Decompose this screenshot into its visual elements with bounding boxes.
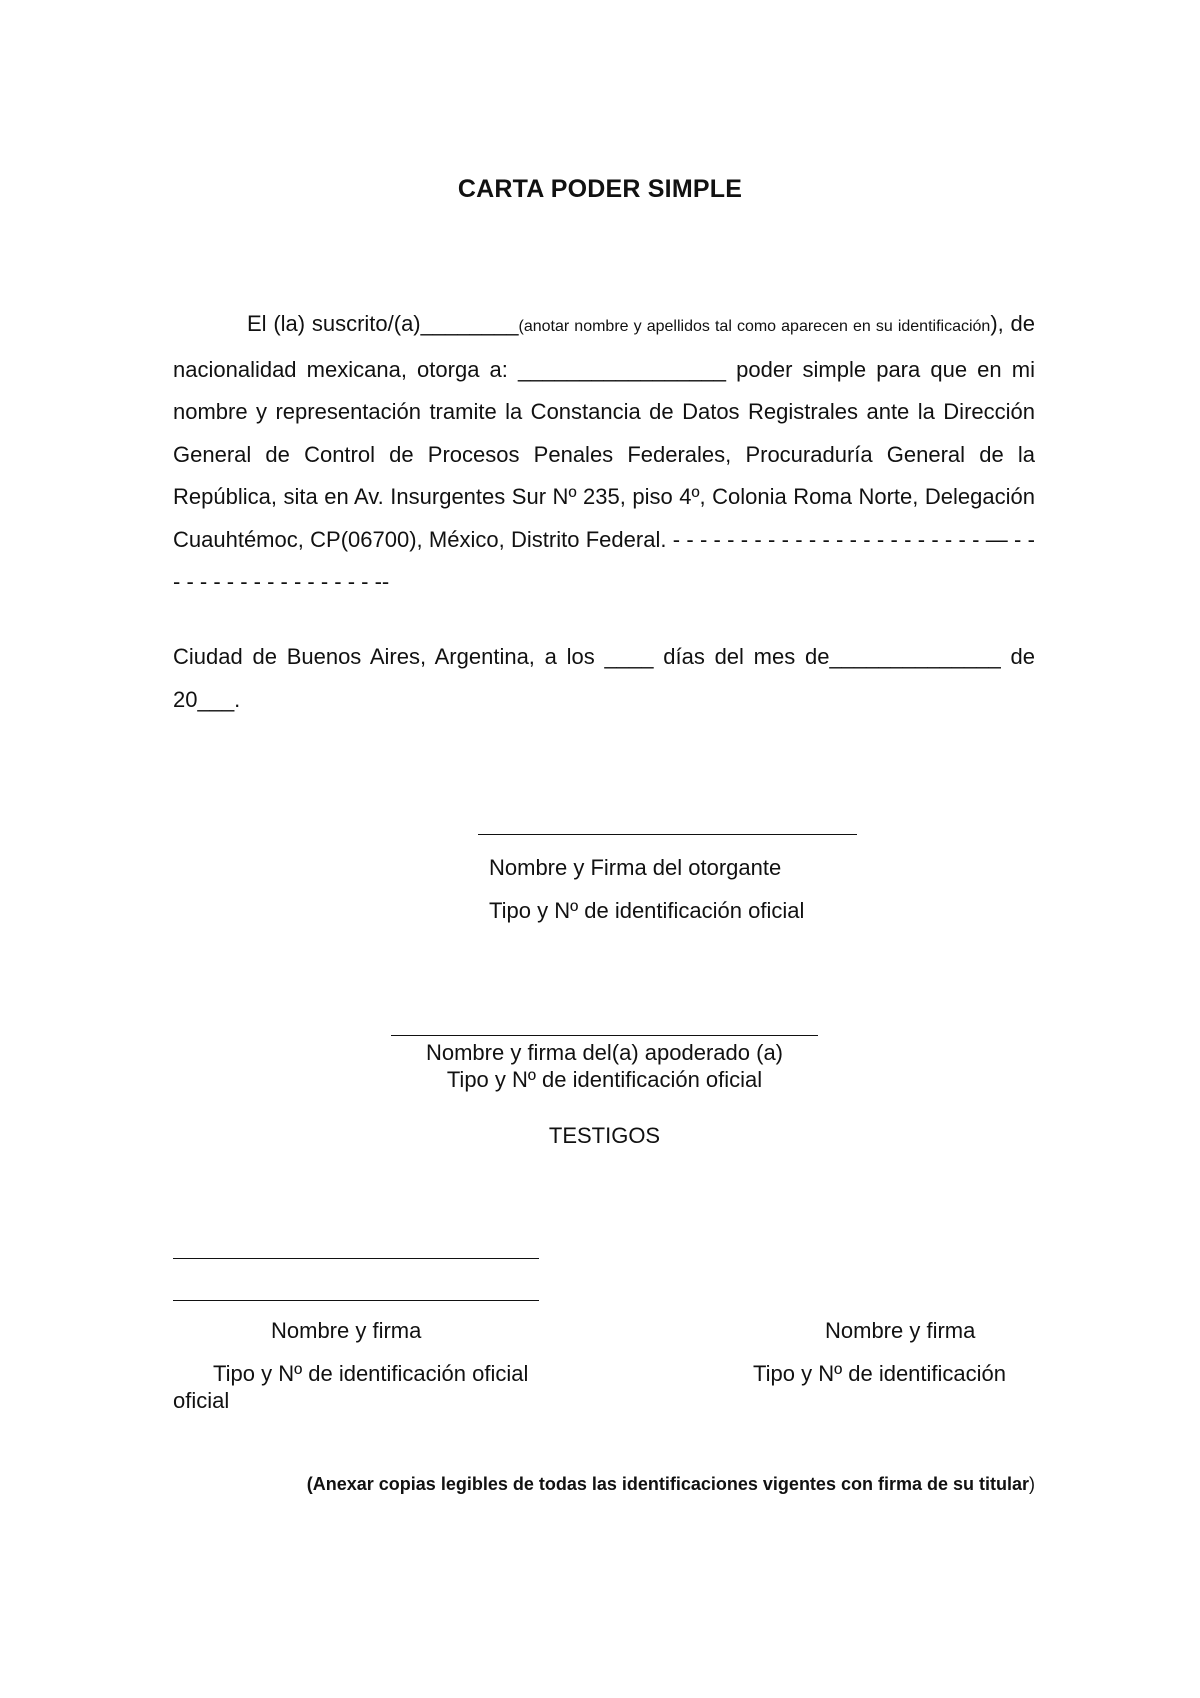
body-text-rest: ), de nacionalidad mexicana, otorga a: _________________ poder simple para que en mi nombre y representación tramite la Constancia de Datos Registrales ante la Dirección General de Control de Procesos Penales Federales, Procuraduría General de la República, sita en Av. Insurgentes Sur Nº 235, piso 4º, Colonia Roma Norte, Delegación Cuauhtémoc, CP(06700), México, Distrito Federal. - - - - - - - - - - - - - - - - - - - - - - - — - - - - - - - - - - - - - - - - - --: [173, 311, 1036, 594]
witness-right-id-label-wrap: oficial: [173, 1388, 230, 1413]
date-line: Ciudad de Buenos Aires, Argentina, a los ____ días del mes de______________ de 20___.: [173, 644, 1035, 712]
annex-note-text: Anexar copias legibles de todas las identificaciones vigentes con firma de su titular: [312, 1474, 1029, 1494]
body-paragraph: [173, 303, 1035, 604]
grantor-signature-line: [478, 834, 857, 835]
annex-note: [173, 1474, 1035, 1495]
attorney-name-label: Nombre y firma del(a) apoderado (a): [425, 1040, 784, 1065]
body-text-instruction: (anotar nombre y apellidos tal como aparecen en su identificación: [518, 318, 991, 335]
annex-note-open: (: [306, 1474, 313, 1494]
witness-right-id-label: Tipo y Nº de identificación: [753, 1361, 1007, 1386]
witness-right-name-label: Nombre y firma: [825, 1318, 976, 1343]
body-text-start: El (la) suscrito/(a)________: [247, 311, 519, 336]
annex-note-close: ): [1029, 1474, 1035, 1494]
document-title: CARTA PODER SIMPLE: [457, 175, 743, 203]
witness-signature-line-2: [173, 1300, 539, 1301]
witness-signature-line-1: [173, 1258, 539, 1259]
witness-left-name-label: Nombre y firma: [271, 1318, 422, 1343]
grantor-id-label: Tipo y Nº de identificación oficial: [489, 898, 805, 923]
witnesses-heading: TESTIGOS: [548, 1123, 661, 1148]
grantor-name-label: Nombre y Firma del otorgante: [489, 855, 782, 880]
attorney-signature-line: [391, 1035, 818, 1036]
witness-left-id-label: Tipo y Nº de identificación oficial: [213, 1361, 529, 1386]
attorney-id-label: Tipo y Nº de identificación oficial: [446, 1067, 763, 1092]
